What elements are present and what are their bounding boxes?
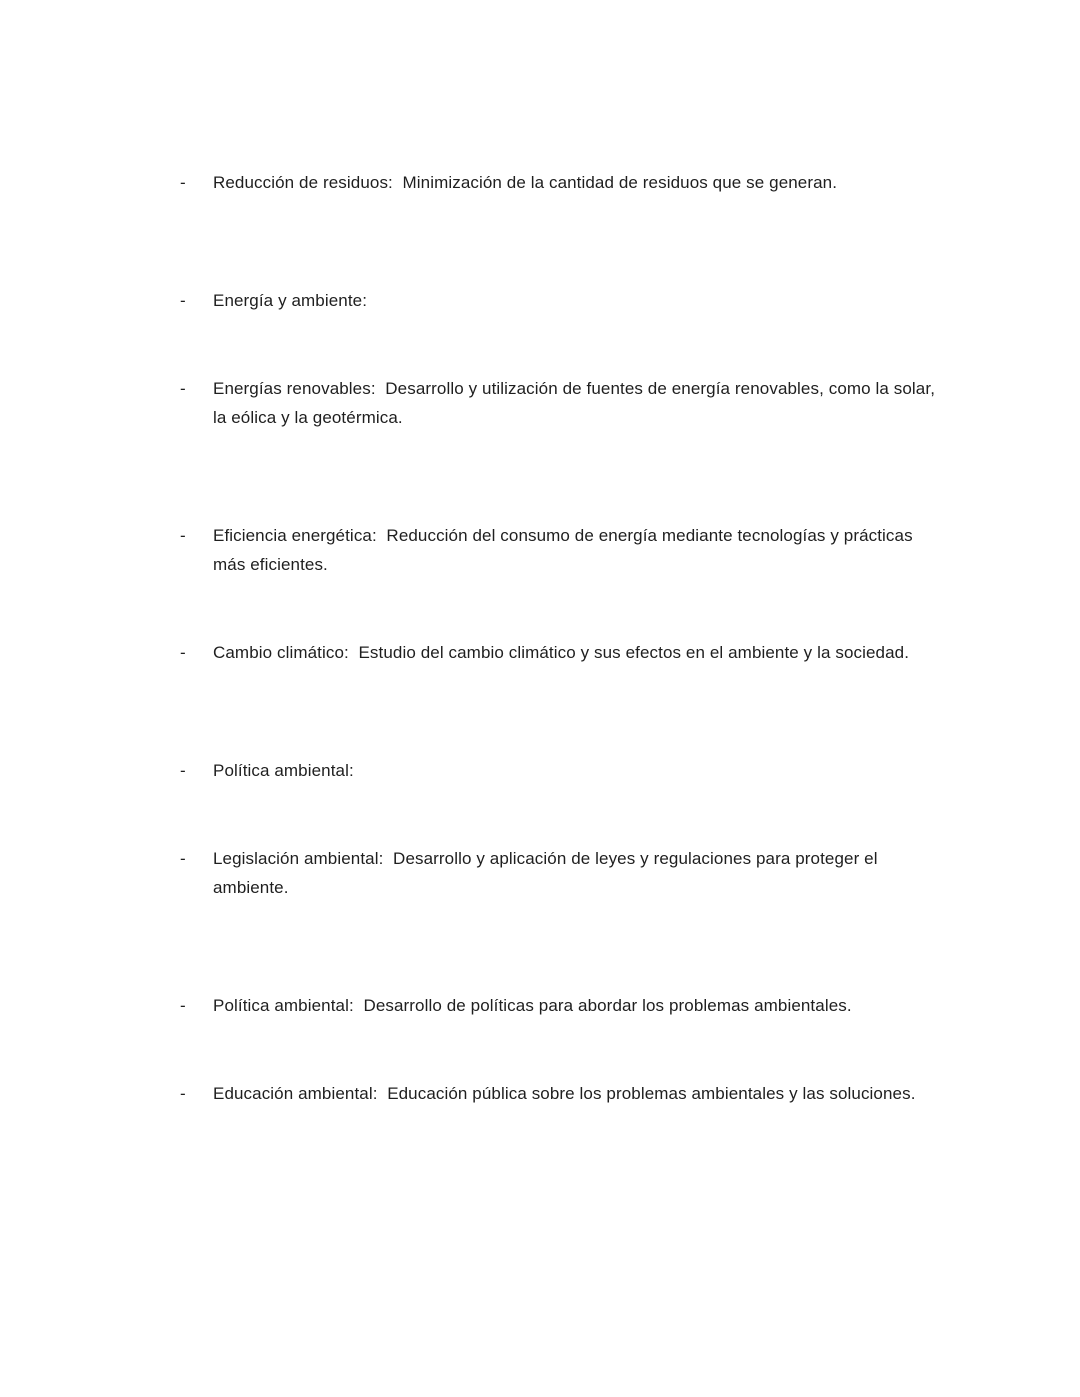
list-item-text: Energía y ambiente: [213,291,368,310]
document-content [180,168,940,1197]
list-item [180,374,940,432]
list-item-text: Reducción de residuos: Minimización de la cantidad de residuos que se generan. [213,173,838,192]
list-item [180,1079,940,1108]
list-item [180,286,940,315]
list-item [180,756,940,785]
bullet-marker: - [180,1084,186,1103]
list-item-text: Política ambiental: Desarrollo de políticas para abordar los problemas ambientales. [213,996,852,1015]
list-item-text: Política ambiental: [213,761,354,780]
list-item [180,844,940,902]
bullet-list [180,168,940,1108]
list-item [180,168,940,197]
list-item-text: Energías renovables: Desarrollo y utilización de fuentes de energía renovables, como la solar, la eólica y la geotérmica. [213,379,940,427]
list-item [180,638,940,667]
list-item-text: Educación ambiental: Educación pública sobre los problemas ambientales y las soluciones. [213,1084,916,1103]
list-item [180,521,940,579]
bullet-marker: - [180,996,186,1015]
bullet-marker: - [180,173,186,192]
list-item-text: Legislación ambiental: Desarrollo y aplicación de leyes y regulaciones para proteger el ambiente. [213,849,883,897]
bullet-marker: - [180,643,186,662]
bullet-marker: - [180,291,186,310]
list-item-text: Eficiencia energética: Reducción del consumo de energía mediante tecnologías y prácticas más eficientes. [213,526,918,574]
bullet-marker: - [180,526,186,545]
bullet-marker: - [180,761,186,780]
list-item-text: Cambio climático: Estudio del cambio climático y sus efectos en el ambiente y la sociedad. [213,643,910,662]
bullet-marker: - [180,379,186,398]
list-item [180,991,940,1020]
bullet-marker: - [180,849,186,868]
